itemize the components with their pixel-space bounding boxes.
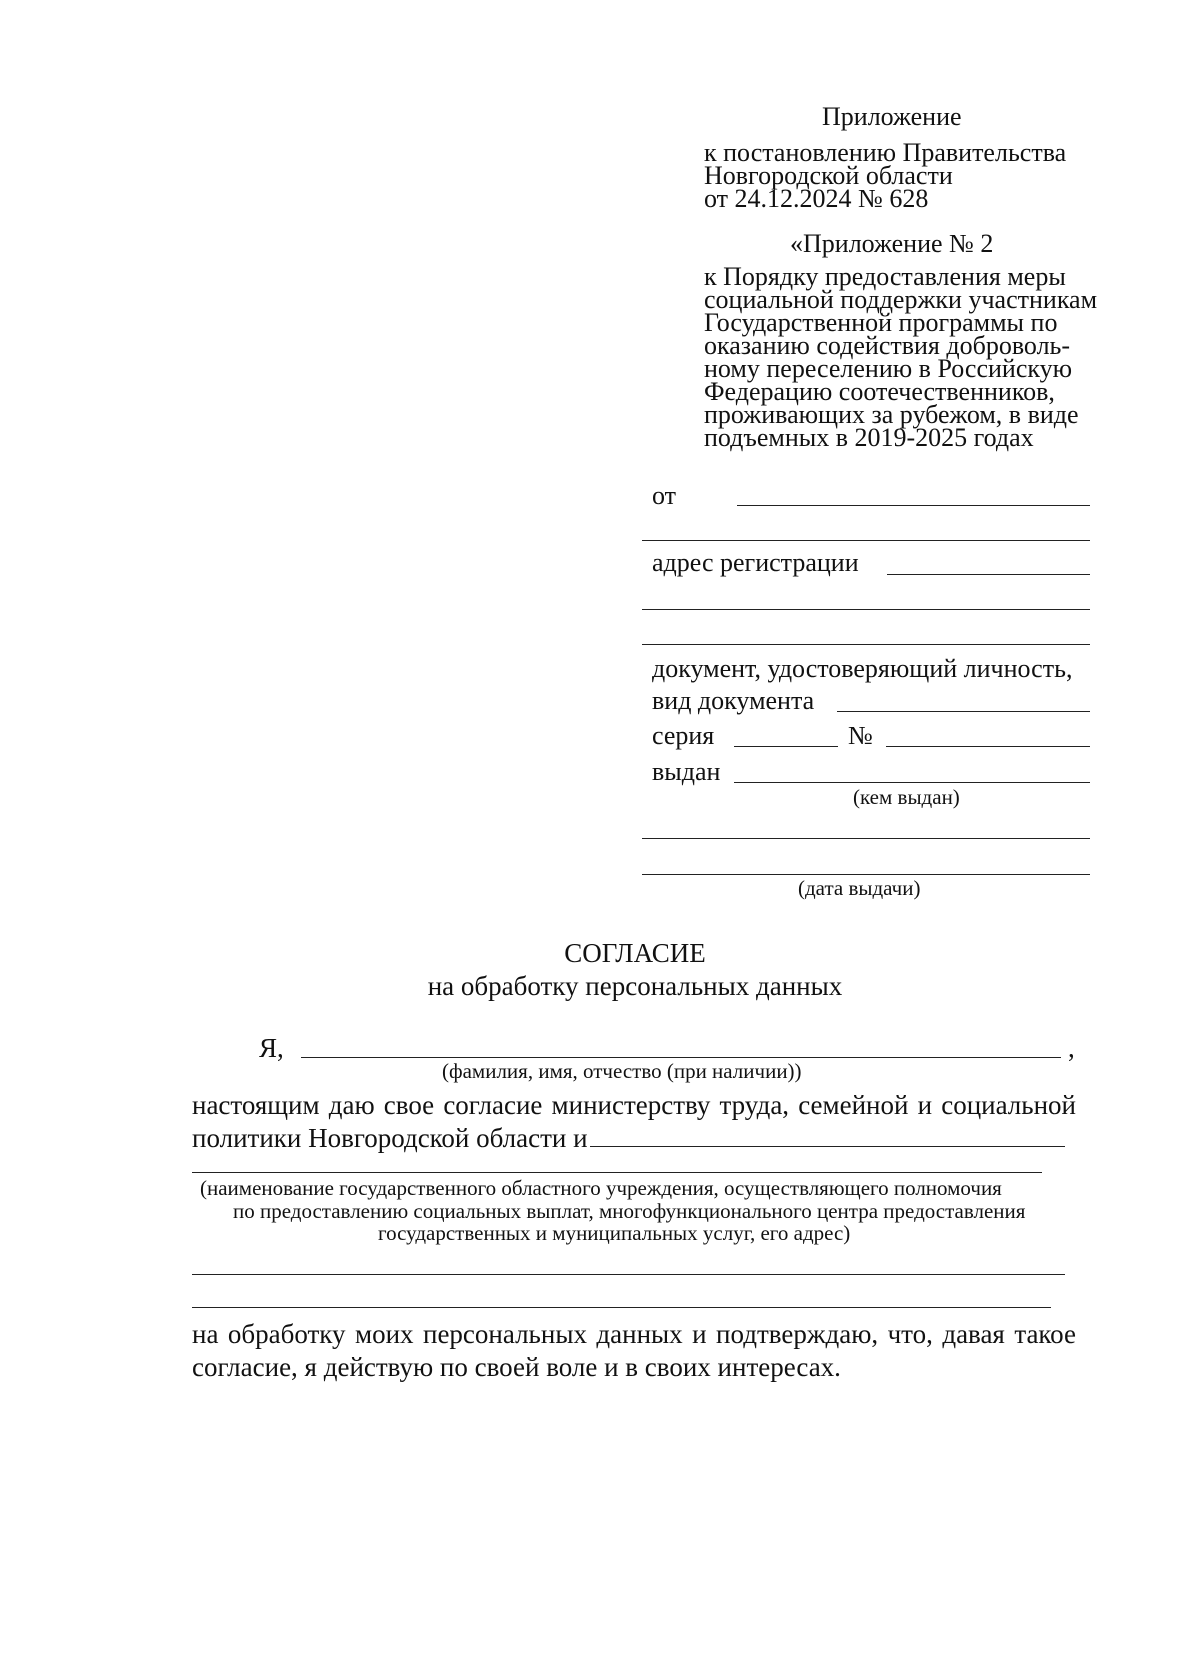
full-name-hint: (фамилия, имя, отчество (при наличии)): [442, 1059, 802, 1083]
series-field-line[interactable]: [734, 746, 838, 747]
address-label: адрес регистрации: [652, 548, 859, 577]
full-name-field-line[interactable]: [301, 1057, 1061, 1058]
issued-by-field-line-2[interactable]: [642, 838, 1090, 839]
address-field-line[interactable]: [887, 574, 1090, 575]
consent-body-line: политики Новгородской области и: [192, 1123, 588, 1153]
procedure-line: Государственной программы по: [704, 308, 1058, 337]
consent-closing-line: на обработку моих персональных данных и подтверждаю, что, давая такое: [192, 1319, 1076, 1349]
series-label: серия: [652, 721, 715, 750]
appendix-title: Приложение: [822, 102, 962, 131]
institution-address-field-line[interactable]: [192, 1274, 1065, 1275]
name-comma: ,: [1068, 1033, 1075, 1063]
appendix2-title: «Приложение № 2: [790, 229, 994, 258]
doc-type-label: вид документа: [652, 686, 815, 715]
institution-hint-line: по предоставлению социальных выплат, многофункционального центра предоставления: [233, 1199, 1026, 1223]
issue-date-field-line[interactable]: [642, 874, 1090, 875]
procedure-line: социальной поддержки участникам: [704, 285, 1098, 314]
number-label: №: [848, 721, 873, 750]
procedure-line: проживающих за рубежом, в виде: [704, 400, 1079, 429]
procedure-line: подъемных в 2019-2025 годах: [704, 423, 1034, 452]
procedure-line: ному переселению в Российскую: [704, 354, 1073, 383]
number-field-line[interactable]: [886, 746, 1090, 747]
institution-hint-line: (наименование государственного областного учреждения, осуществляющего полномочия: [200, 1176, 1002, 1200]
resolution-line: от 24.12.2024 № 628: [704, 184, 929, 213]
resolution-line: Новгородской области: [704, 161, 953, 190]
procedure-line: к Порядку предоставления меры: [704, 262, 1066, 291]
from-field-line[interactable]: [737, 505, 1090, 506]
issued-label: выдан: [652, 757, 721, 786]
consent-body-line: настоящим даю свое согласие министерству труда, семейной и социальной: [192, 1090, 1076, 1120]
consent-title: СОГЛАСИЕ: [564, 938, 706, 968]
doc-type-field-line[interactable]: [837, 711, 1090, 712]
institution-field-line-2[interactable]: [192, 1172, 1042, 1173]
consent-subtitle: на обработку персональных данных: [427, 971, 843, 1001]
i-label: Я,: [259, 1033, 284, 1063]
from-field-line-2[interactable]: [642, 540, 1090, 541]
identity-doc-label: документ, удостоверяющий личность,: [652, 654, 1073, 683]
from-label: от: [652, 481, 677, 510]
procedure-line: оказанию содействия доброволь-: [704, 331, 1071, 360]
institution-field-line[interactable]: [590, 1146, 1065, 1147]
institution-hint-line: государственных и муниципальных услуг, его адрес): [378, 1221, 851, 1245]
address-field-line-3[interactable]: [642, 644, 1090, 645]
issued-by-field-line[interactable]: [734, 782, 1090, 783]
issue-date-hint: (дата выдачи): [798, 876, 921, 900]
institution-address-field-line-2[interactable]: [192, 1307, 1051, 1308]
address-field-line-2[interactable]: [642, 609, 1090, 610]
issued-by-hint: (кем выдан): [853, 785, 960, 809]
consent-closing-line: согласие, я действую по своей воле и в своих интересах.: [192, 1352, 841, 1382]
resolution-line: к постановлению Правительства: [704, 138, 1067, 167]
procedure-line: Федерацию соотечественников,: [704, 377, 1055, 406]
